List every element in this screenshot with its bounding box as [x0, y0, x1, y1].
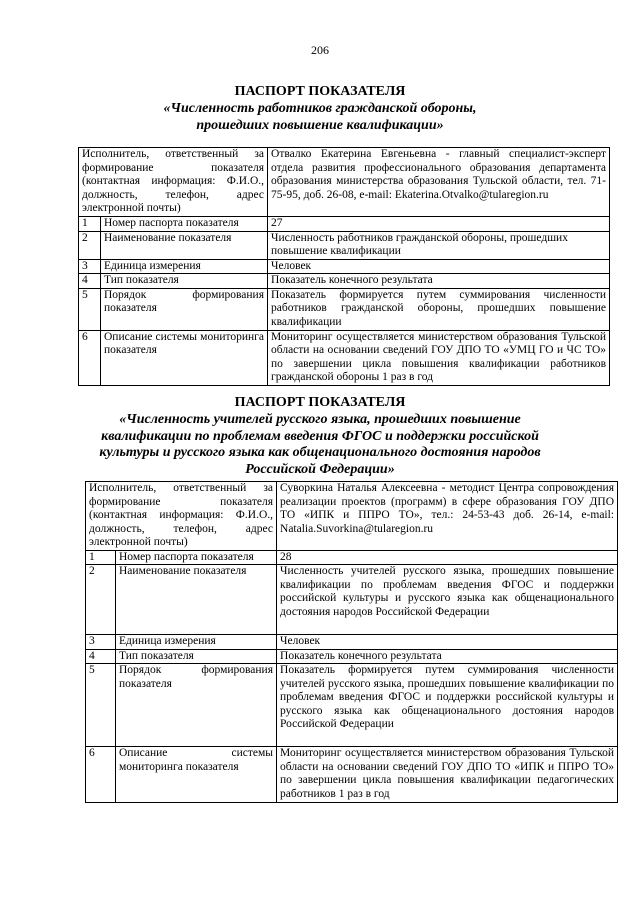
- row-number: 1: [79, 217, 101, 232]
- passport-2-table: [85, 481, 618, 803]
- row-number: 4: [79, 274, 101, 289]
- table-row: [79, 231, 610, 259]
- passport-1-subtitle: [120, 101, 520, 134]
- row-label: Описание системы мониторинга показателя: [101, 330, 268, 385]
- row-value: Показатель конечного результата: [277, 649, 618, 664]
- executor-label: Исполнитель, ответственный за формирование показателя (контактная информация: Ф.И.О., должность, телефон, адрес электронной почты): [79, 148, 268, 217]
- row-label: Тип показателя: [116, 649, 277, 664]
- row-value: Показатель формируется путем суммирования численности учителей русского языка, прошедших повышение квалификации по проблемам введения ФГОС и поддержки российской культуры и русского языка как общенационального достояния народов Российской Федерации: [277, 664, 618, 747]
- row-number: 3: [86, 635, 116, 650]
- passport-2-subtitle: [60, 412, 580, 478]
- row-number: 3: [79, 259, 101, 274]
- table-row: [79, 288, 610, 330]
- table-row: [79, 330, 610, 385]
- table-row: [86, 565, 618, 635]
- row-label: Единица измерения: [116, 635, 277, 650]
- row-label: Порядок формирования показателя: [116, 664, 277, 747]
- row-label: Наименование показателя: [116, 565, 277, 635]
- row-value: Показатель конечного результата: [268, 274, 610, 289]
- row-number: 6: [79, 330, 101, 385]
- passport-2-subtitle-line: квалификации по проблемам введения ФГОС и поддержки российской: [101, 428, 539, 444]
- row-value: Человек: [268, 259, 610, 274]
- row-value: 28: [277, 550, 618, 565]
- row-value: Мониторинг осуществляется министерством образования Тульской области на основании сведений ГОУ ДПО ТО «ИПК и ППРО ТО» по завершении цикла повышения квалификации педагогических работников 1 раз в год: [277, 747, 618, 803]
- row-label: Номер паспорта показателя: [101, 217, 268, 232]
- row-number: 6: [86, 747, 116, 803]
- passport-1-subtitle-line: прошедших повышение квалификации»: [196, 117, 444, 133]
- row-label: Номер паспорта показателя: [116, 550, 277, 565]
- table-row: [86, 649, 618, 664]
- row-number: 2: [79, 231, 101, 259]
- table-row: [79, 217, 610, 232]
- row-number: 1: [86, 550, 116, 565]
- table-row: [79, 148, 610, 217]
- table-row: [86, 747, 618, 803]
- row-number: 2: [86, 565, 116, 635]
- executor-label: Исполнитель, ответственный за формирование показателя (контактная информация: Ф.И.О., должность, телефон, адрес электронной почты): [86, 482, 277, 551]
- executor-value: Суворкина Наталья Алексеевна - методист Центра сопровождения реализации проектов (программ) в сфере образования ГОУ ДПО ТО «ИПК и ППРО ТО», тел.: 24-53-43 доб. 26-14, e-mail: Natalia.Suvorkina@tularegion.ru: [277, 482, 618, 551]
- table-row: [79, 259, 610, 274]
- passport-2-subtitle-line: Российской Федерации»: [245, 461, 395, 477]
- row-label: Порядок формирования показателя: [101, 288, 268, 330]
- passport-2-title: ПАСПОРТ ПОКАЗАТЕЛЯ: [234, 395, 406, 410]
- row-label: Описание системы мониторинга показателя: [116, 747, 277, 803]
- passport-1-title: ПАСПОРТ ПОКАЗАТЕЛЯ: [234, 84, 406, 99]
- executor-value: Отвалко Екатерина Евгеньевна - главный специалист-эксперт отдела развития профессионального образования департамента образования министерства образования Тульской области, тел. 71-75-95, доб. 26-08, e-mail: Ekaterina.Otvalko@tularegion.ru: [268, 148, 610, 217]
- row-value: Показатель формируется путем суммирования численности работников гражданской обороны, прошедших повышение квалификации: [268, 288, 610, 330]
- row-value: Мониторинг осуществляется министерством образования Тульской области на основании сведений ГОУ ДПО ТО «УМЦ ГО и ЧС ТО» по завершении цикла повышения квалификации работников гражданской обороны 1 раз в год: [268, 330, 610, 385]
- passport-1-subtitle-line: «Численность работников гражданской обороны,: [163, 101, 477, 116]
- row-value: 27: [268, 217, 610, 232]
- table-row: [86, 664, 618, 747]
- table-row: [86, 550, 618, 565]
- row-value: Численность учителей русского языка, прошедших повышение квалификации по проблемам введения ФГОС и поддержки российской культуры и русского языка как общенационального достояния народов Российской Федерации: [277, 565, 618, 635]
- row-label: Тип показателя: [101, 274, 268, 289]
- row-number: 5: [86, 664, 116, 747]
- passport-1-table: [78, 147, 610, 386]
- table-row: [79, 274, 610, 289]
- passport-2-subtitle-line: «Численность учителей русского языка, прошедших повышение: [119, 412, 521, 427]
- row-number: 5: [79, 288, 101, 330]
- row-number: 4: [86, 649, 116, 664]
- table-row: [86, 635, 618, 650]
- table-row: [86, 482, 618, 551]
- row-label: Наименование показателя: [101, 231, 268, 259]
- row-label: Единица измерения: [101, 259, 268, 274]
- row-value: Численность работников гражданской обороны, прошедших повышение квалификации: [268, 231, 610, 259]
- page-number: 206: [311, 43, 329, 57]
- passport-2-subtitle-line: культуры и русского языка как общенационального достояния народов: [99, 445, 541, 460]
- row-value: Человек: [277, 635, 618, 650]
